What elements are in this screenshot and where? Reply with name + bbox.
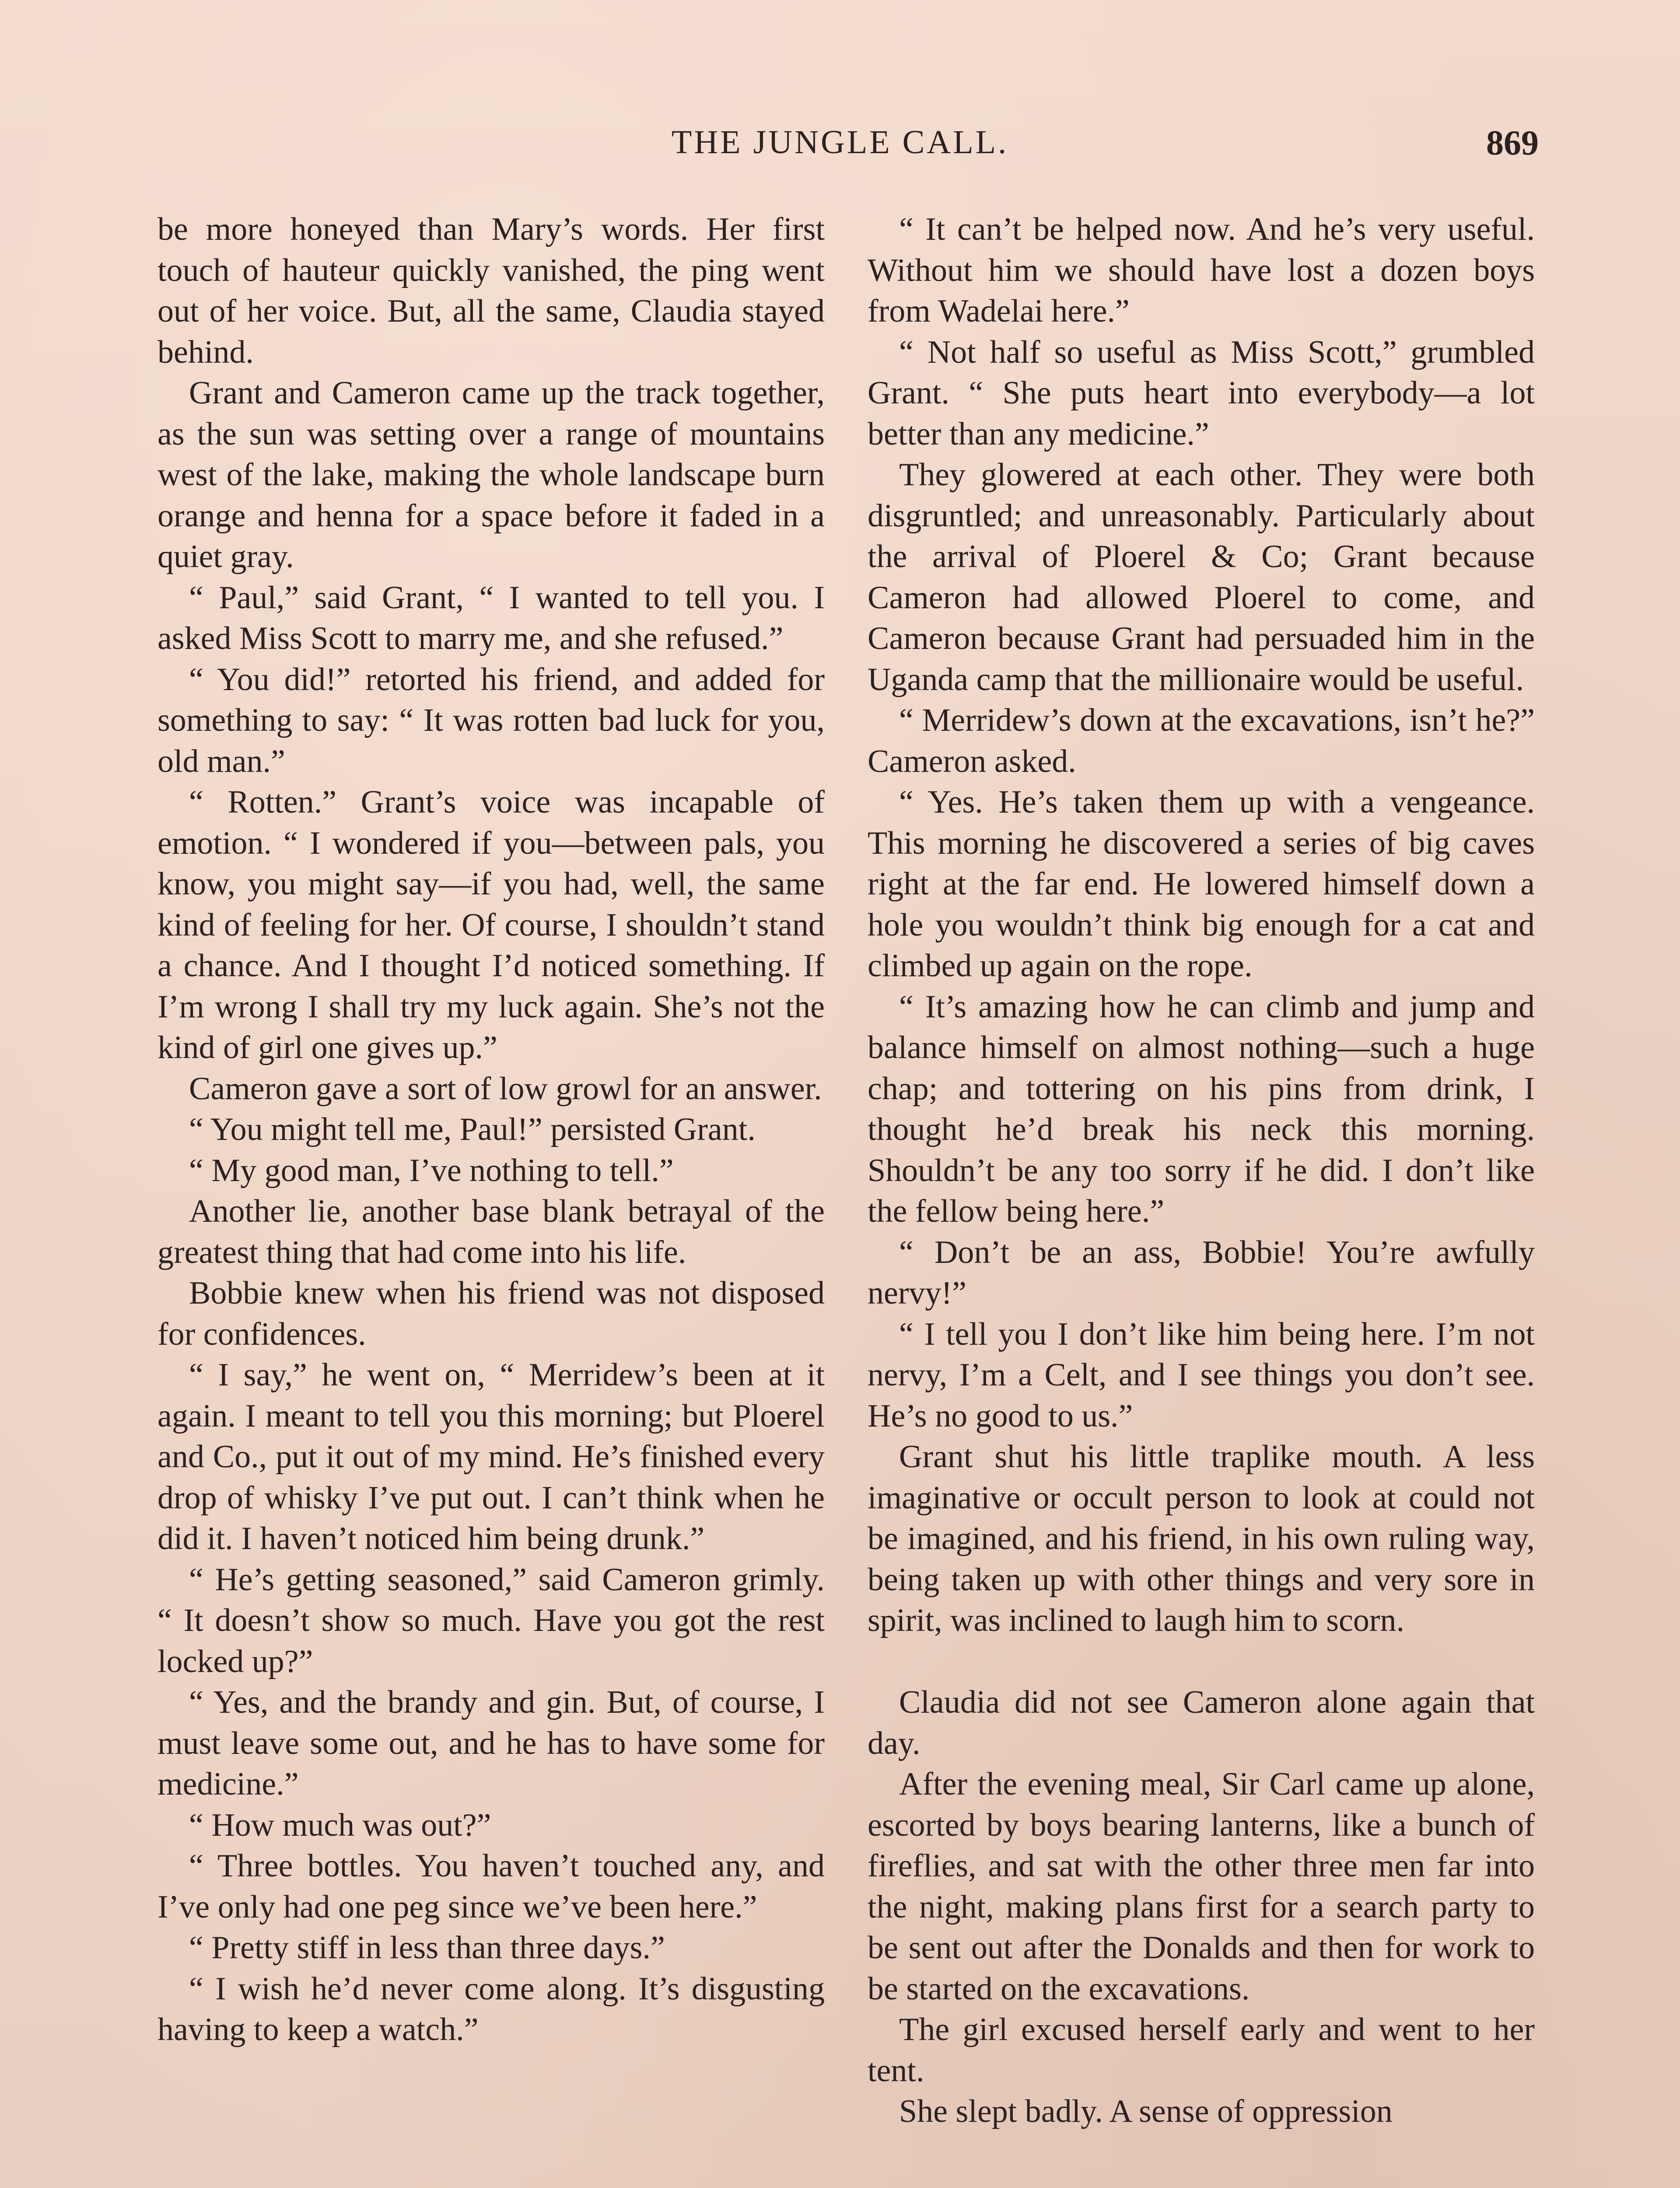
right-column bbox=[868, 209, 1535, 2132]
paragraph: “ He’s getting seasoned,” said Cameron grimly. “ It doesn’t show so much. Have you got the rest locked up?” bbox=[158, 1561, 825, 1680]
paragraph: “ It can’t be helped now. And he’s very useful. Without him we should have lost a dozen boys from Wadelai here.” bbox=[868, 211, 1535, 329]
paragraph: Grant shut his little traplike mouth. A less imaginative or occult person to look at could not be imagined, and his friend, in his own ruling way, being taken up with other things and very sore in spirit, was inclined to laugh him to scorn. bbox=[868, 1439, 1535, 1638]
running-title: THE JUNGLE CALL. bbox=[671, 124, 1009, 161]
paragraph: “ It’s amazing how he can climb and jump and balance himself on almost nothing—such a huge chap; and tottering on his pins from drink, I thought he’d break his neck this morning. Shouldn’t be any too sorry if he did. I don’t like the fellow being here.” bbox=[868, 989, 1535, 1229]
paragraph: “ Pretty stiff in less than three days.” bbox=[189, 1930, 665, 1966]
section-break bbox=[868, 1641, 1535, 1683]
paragraph: be more honeyed than Mary’s words. Her first touch of hauteur quickly vanished, the ping went out of her voice. But, all the same, Claudia stayed behind. bbox=[158, 211, 825, 370]
paragraph: “ I tell you I don’t like him being here. I’m not nervy, I’m a Celt, and I see things you don’t see. He’s no good to us.” bbox=[868, 1316, 1535, 1434]
paragraph: “ You might tell me, Paul!” persisted Grant. bbox=[189, 1112, 756, 1147]
paragraph: Claudia did not see Cameron alone again that day. bbox=[868, 1684, 1535, 1761]
paragraph: “ How much was out?” bbox=[189, 1807, 491, 1843]
paragraph: Cameron gave a sort of low growl for an answer. bbox=[189, 1070, 822, 1107]
paragraph: After the evening meal, Sir Carl came up alone, escorted by boys bearing lanterns, like a bunch of fireflies, and sat with the other three men far into the night, making plans first for a search party to be sent out after the Donalds and then for work to be started on the excavations. bbox=[868, 1766, 1535, 2007]
paragraph: “ I say,” he went on, “ Merridew’s been at it again. I meant to tell you this morning; but Ploerel and Co., put it out of my mind. He’s finished every drop of whisky I’ve put out. I can’t think when he did it. I haven’t noticed him being drunk.” bbox=[158, 1357, 825, 1557]
paragraph: They glowered at each other. They were both disgruntled; and unreasonably. Particularly about the arrival of Ploerel & Co; Grant because Cameron had allowed Ploerel to come, and Cameron because Grant had persuaded him in the Uganda camp that the millionaire would be useful. bbox=[868, 457, 1535, 698]
paragraph: “ Merridew’s down at the excavations, isn’t he?” Cameron asked. bbox=[868, 702, 1535, 779]
paragraph: Grant and Cameron came up the track together, as the sun was setting over a range of mountains west of the lake, making the whole landscape burn orange and henna for a space before it faded in a quiet gray. bbox=[158, 375, 825, 575]
left-column bbox=[158, 209, 825, 2051]
paragraph: “ Not half so useful as Miss Scott,” grumbled Grant. “ She puts heart into everybody—a lot better than any medicine.” bbox=[868, 334, 1535, 452]
paragraph: She slept badly. A sense of oppression bbox=[899, 2093, 1393, 2129]
paragraph: The girl excused herself early and went to her tent. bbox=[868, 2012, 1535, 2089]
paragraph: “ Paul,” said Grant, “ I wanted to tell you. I asked Miss Scott to marry me, and she refused.” bbox=[158, 579, 825, 656]
paragraph: “ Rotten.” Grant’s voice was incapable of emotion. “ I wondered if you—between pals, you know, you might say—if you had, well, the same kind of feeling for her. Of course, I shouldn’t stand a chance. And I thought I’d noticed something. If I’m wrong I shall try my luck again. She’s not the kind of girl one gives up.” bbox=[158, 784, 825, 1066]
paragraph: Another lie, another base blank betrayal of the greatest thing that had come into his life. bbox=[158, 1193, 825, 1270]
page-number: 869 bbox=[1486, 124, 1539, 162]
paragraph: “ Three bottles. You haven’t touched any, and I’ve only had one peg since we’ve been here.” bbox=[158, 1848, 825, 1925]
paragraph: “ Yes, and the brandy and gin. But, of course, I must leave some out, and he has to have some for medicine.” bbox=[158, 1684, 825, 1802]
paragraph: “ I wish he’d never come along. It’s disgusting having to keep a watch.” bbox=[158, 1971, 825, 2048]
paragraph: “ Yes. He’s taken them up with a vengeance. This morning he discovered a series of big caves right at the far end. He lowered himself down a hole you wouldn’t think big enough for a cat and climbed up again on the rope. bbox=[868, 784, 1535, 984]
paragraph: “ My good man, I’ve nothing to tell.” bbox=[189, 1152, 674, 1189]
paragraph: Bobbie knew when his friend was not disposed for confidences. bbox=[158, 1275, 825, 1352]
paragraph: “ You did!” retorted his friend, and added for something to say: “ It was rotten bad luck for you, old man.” bbox=[158, 661, 825, 779]
paragraph: “ Don’t be an ass, Bobbie! You’re awfully nervy!” bbox=[868, 1234, 1535, 1311]
